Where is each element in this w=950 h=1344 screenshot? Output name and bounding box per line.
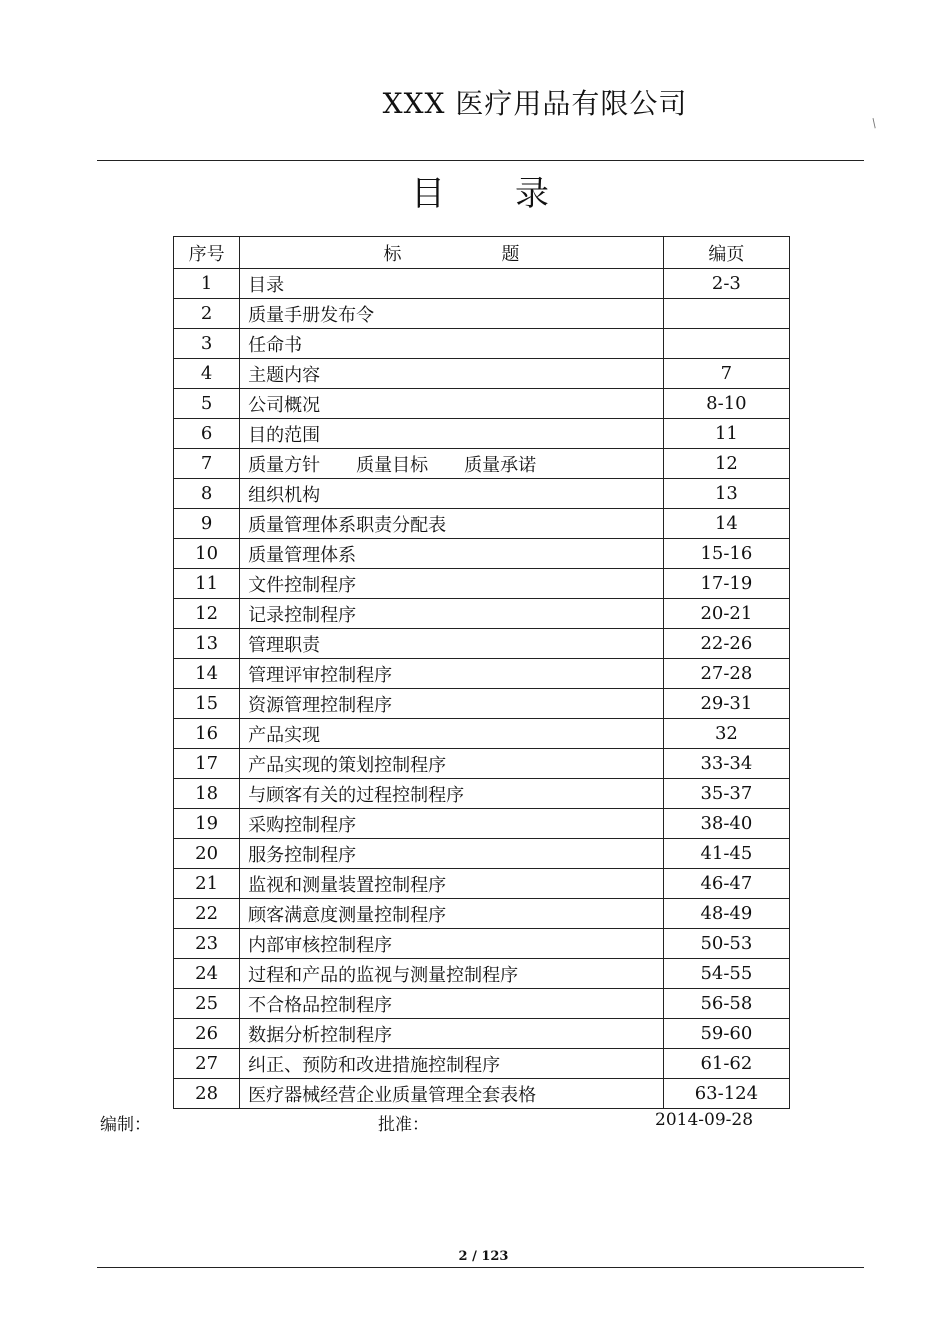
title-part-2: 录 bbox=[515, 174, 549, 214]
table-row bbox=[174, 599, 790, 629]
table-row bbox=[174, 719, 790, 749]
header-title-b: 题 bbox=[501, 243, 520, 265]
table-row bbox=[174, 479, 790, 509]
row-page: 8-10 bbox=[663, 389, 789, 419]
row-num: 15 bbox=[174, 689, 240, 719]
row-title: 顾客满意度测量控制程序 bbox=[240, 899, 664, 929]
row-num: 21 bbox=[174, 869, 240, 899]
row-page: 22-26 bbox=[663, 629, 789, 659]
row-page: 61-62 bbox=[663, 1049, 789, 1079]
header-rule bbox=[97, 160, 864, 161]
row-title: 管理评审控制程序 bbox=[240, 659, 664, 689]
row-title: 医疗器械经营企业质量管理全套表格 bbox=[240, 1079, 664, 1109]
table-row bbox=[174, 419, 790, 449]
table-row bbox=[174, 329, 790, 359]
table-row bbox=[174, 899, 790, 929]
row-page: 54-55 bbox=[663, 959, 789, 989]
row-num: 23 bbox=[174, 929, 240, 959]
row-num: 2 bbox=[174, 299, 240, 329]
table-row bbox=[174, 989, 790, 1019]
toc-body bbox=[174, 269, 790, 1109]
row-page: 35-37 bbox=[663, 779, 789, 809]
row-page: 50-53 bbox=[663, 929, 789, 959]
page-title bbox=[0, 166, 950, 215]
header-num: 序号 bbox=[174, 237, 240, 269]
editor-label: 编制： bbox=[100, 1115, 151, 1135]
row-num: 11 bbox=[174, 569, 240, 599]
toc-table bbox=[173, 236, 790, 1109]
row-num: 17 bbox=[174, 749, 240, 779]
row-num: 24 bbox=[174, 959, 240, 989]
row-page: 59-60 bbox=[663, 1019, 789, 1049]
row-num: 1 bbox=[174, 269, 240, 299]
row-title: 产品实现的策划控制程序 bbox=[240, 749, 664, 779]
header-title-a: 标 bbox=[383, 243, 402, 265]
row-title: 质量方针 质量目标 质量承诺 bbox=[240, 449, 664, 479]
table-row bbox=[174, 1049, 790, 1079]
row-num: 16 bbox=[174, 719, 240, 749]
row-num: 25 bbox=[174, 989, 240, 1019]
table-row bbox=[174, 509, 790, 539]
table-row bbox=[174, 929, 790, 959]
row-num: 13 bbox=[174, 629, 240, 659]
row-num: 27 bbox=[174, 1049, 240, 1079]
row-title: 采购控制程序 bbox=[240, 809, 664, 839]
row-title: 数据分析控制程序 bbox=[240, 1019, 664, 1049]
row-num: 20 bbox=[174, 839, 240, 869]
row-num: 18 bbox=[174, 779, 240, 809]
row-page: 12 bbox=[663, 449, 789, 479]
row-page: 17-19 bbox=[663, 569, 789, 599]
row-title: 记录控制程序 bbox=[240, 599, 664, 629]
row-num: 26 bbox=[174, 1019, 240, 1049]
table-row bbox=[174, 809, 790, 839]
row-page: 13 bbox=[663, 479, 789, 509]
row-page: 20-21 bbox=[663, 599, 789, 629]
row-title: 质量管理体系职责分配表 bbox=[240, 509, 664, 539]
row-page: 33-34 bbox=[663, 749, 789, 779]
table-row bbox=[174, 659, 790, 689]
table-row bbox=[174, 539, 790, 569]
table-row bbox=[174, 689, 790, 719]
table-row bbox=[174, 299, 790, 329]
table-row bbox=[174, 569, 790, 599]
row-num: 28 bbox=[174, 1079, 240, 1109]
table-row bbox=[174, 749, 790, 779]
row-page: 29-31 bbox=[663, 689, 789, 719]
company-name: XXX 医疗用品有限公司 bbox=[382, 87, 688, 120]
table-row bbox=[174, 959, 790, 989]
row-num: 6 bbox=[174, 419, 240, 449]
table-row bbox=[174, 629, 790, 659]
table-row bbox=[174, 449, 790, 479]
approver-label: 批准： bbox=[378, 1115, 429, 1135]
row-num: 8 bbox=[174, 479, 240, 509]
table-row bbox=[174, 269, 790, 299]
row-title: 公司概况 bbox=[240, 389, 664, 419]
row-title: 服务控制程序 bbox=[240, 839, 664, 869]
row-page: 48-49 bbox=[663, 899, 789, 929]
row-title: 质量管理体系 bbox=[240, 539, 664, 569]
row-page: 32 bbox=[663, 719, 789, 749]
title-part-1: 目 bbox=[411, 174, 445, 214]
row-page bbox=[663, 299, 789, 329]
table-row bbox=[174, 1079, 790, 1109]
header-title bbox=[240, 237, 664, 269]
table-row bbox=[174, 389, 790, 419]
row-title: 产品实现 bbox=[240, 719, 664, 749]
table-row bbox=[174, 839, 790, 869]
row-title: 任命书 bbox=[240, 329, 664, 359]
row-num: 12 bbox=[174, 599, 240, 629]
row-page: 41-45 bbox=[663, 839, 789, 869]
row-num: 3 bbox=[174, 329, 240, 359]
row-title: 过程和产品的监视与测量控制程序 bbox=[240, 959, 664, 989]
row-num: 7 bbox=[174, 449, 240, 479]
row-page: 14 bbox=[663, 509, 789, 539]
header-page: 编页 bbox=[663, 237, 789, 269]
row-page: 38-40 bbox=[663, 809, 789, 839]
row-title: 管理职责 bbox=[240, 629, 664, 659]
row-title: 目录 bbox=[240, 269, 664, 299]
row-title: 目的范围 bbox=[240, 419, 664, 449]
document-date: 2014-09-28 bbox=[655, 1110, 754, 1130]
row-num: 10 bbox=[174, 539, 240, 569]
row-title: 监视和测量装置控制程序 bbox=[240, 869, 664, 899]
toc-header-row bbox=[174, 237, 790, 269]
row-page: 7 bbox=[663, 359, 789, 389]
row-page: 56-58 bbox=[663, 989, 789, 1019]
table-row bbox=[174, 869, 790, 899]
footer-rule bbox=[97, 1267, 864, 1268]
table-row bbox=[174, 359, 790, 389]
row-num: 9 bbox=[174, 509, 240, 539]
table-row bbox=[174, 1019, 790, 1049]
row-page: 63-124 bbox=[663, 1079, 789, 1109]
row-page: 2-3 bbox=[663, 269, 789, 299]
row-num: 4 bbox=[174, 359, 240, 389]
row-title: 文件控制程序 bbox=[240, 569, 664, 599]
table-row bbox=[174, 779, 790, 809]
row-num: 14 bbox=[174, 659, 240, 689]
row-page: 27-28 bbox=[663, 659, 789, 689]
row-title: 组织机构 bbox=[240, 479, 664, 509]
page-number: 2 / 123 bbox=[458, 1249, 509, 1264]
row-title: 纠正、预防和改进措施控制程序 bbox=[240, 1049, 664, 1079]
row-num: 5 bbox=[174, 389, 240, 419]
row-title: 资源管理控制程序 bbox=[240, 689, 664, 719]
row-page: 46-47 bbox=[663, 869, 789, 899]
row-title: 与顾客有关的过程控制程序 bbox=[240, 779, 664, 809]
row-title: 内部审核控制程序 bbox=[240, 929, 664, 959]
corner-mark: / bbox=[868, 115, 880, 131]
row-page: 11 bbox=[663, 419, 789, 449]
row-num: 22 bbox=[174, 899, 240, 929]
row-title: 主题内容 bbox=[240, 359, 664, 389]
row-num: 19 bbox=[174, 809, 240, 839]
row-title: 质量手册发布令 bbox=[240, 299, 664, 329]
row-page: 15-16 bbox=[663, 539, 789, 569]
row-page bbox=[663, 329, 789, 359]
row-title: 不合格品控制程序 bbox=[240, 989, 664, 1019]
